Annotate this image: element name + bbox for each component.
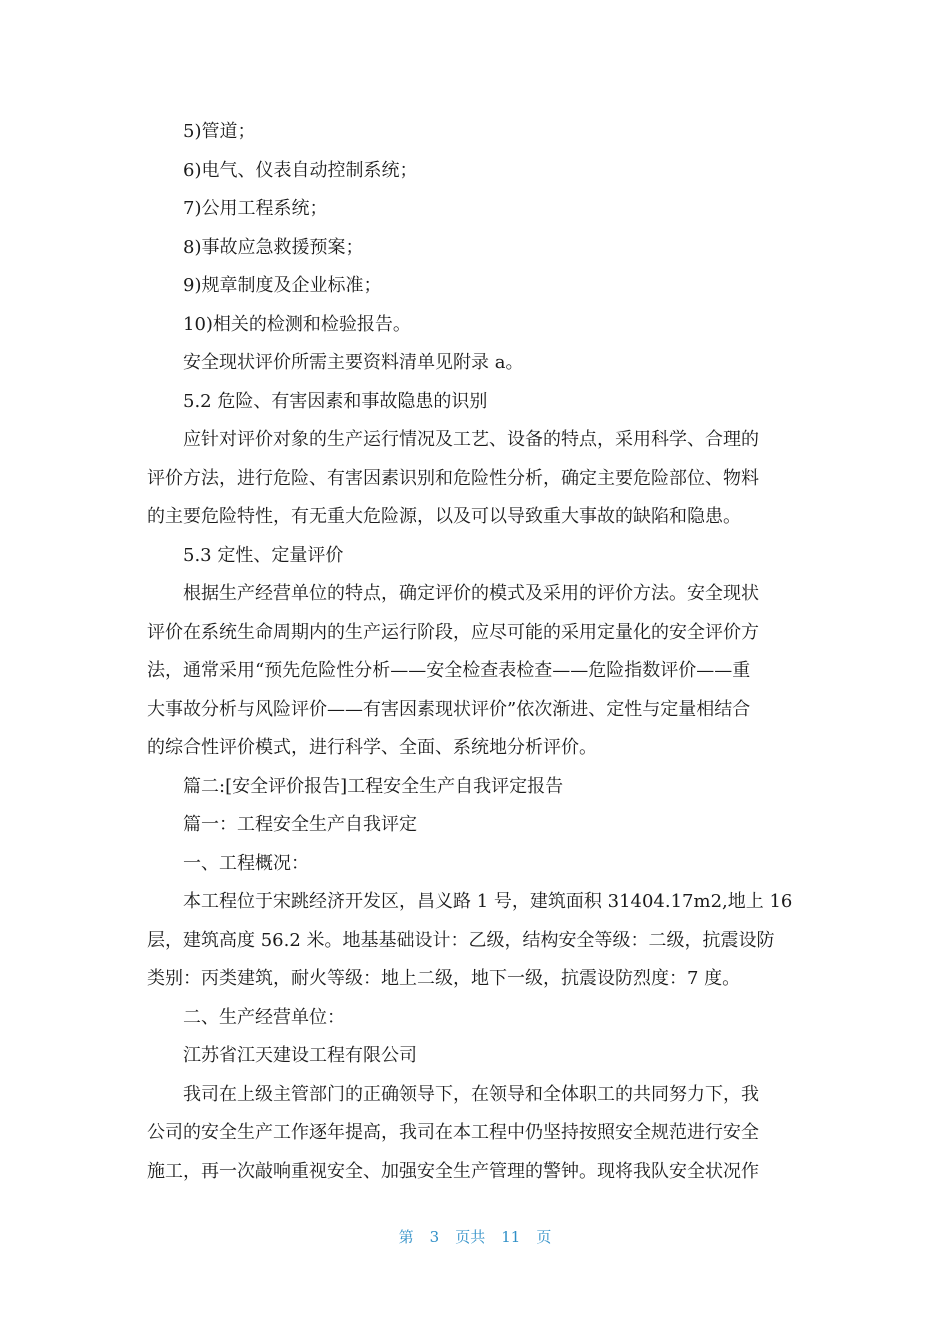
body-line: 应针对评价对象的生产运行情况及工艺、设备的特点，采用科学、合理的 — [183, 429, 759, 450]
section-heading: 二、生产经营单位： — [183, 1006, 345, 1028]
footer-page-suffix: 页 — [536, 1228, 552, 1246]
body-line: 评价方法，进行危险、有害因素识别和危险性分析，确定主要危险部位、物料 — [147, 467, 759, 489]
section-heading: 篇二:[安全评价报告]工程安全生产自我评定报告 — [183, 775, 564, 797]
body-line: 公司的安全生产工作逐年提高，我司在本工程中仍坚持按照安全规范进行安全 — [147, 1122, 759, 1143]
body-line: 7)公用工程系统； — [183, 198, 328, 219]
body-line: 我司在上级主管部门的正确领导下，在领导和全体职工的共同努力下，我 — [183, 1083, 759, 1105]
body-line: 施工，再一次敲响重视安全、加强安全生产管理的警钟。现将我队安全状况作 — [147, 1160, 759, 1182]
section-heading: 5.3 定性、定量评价 — [183, 544, 344, 566]
body-line: 6)电气、仪表自动控制系统； — [183, 159, 418, 181]
footer-total-pages: 11 — [501, 1228, 521, 1246]
footer-page-of-label: 页共 — [455, 1228, 486, 1246]
body-line: 5)管道； — [183, 121, 256, 142]
body-line: 本工程位于宋跳经济开发区，昌义路 1 号，建筑面积 31404.17m2,地上 16 — [183, 891, 793, 912]
body-line: 9)规章制度及企业标准； — [183, 275, 382, 296]
body-line: 8)事故应急救援预案； — [183, 236, 364, 258]
body-line: 的主要危险特性，有无重大危险源，以及可以导致重大事故的缺陷和隐患。 — [147, 506, 741, 527]
body-line: 江苏省江天建设工程有限公司 — [183, 1045, 417, 1066]
body-line: 层，建筑高度 56.2 米。地基基础设计：乙级，结构安全等级：二级，抗震设防 — [147, 929, 775, 951]
footer-page-label: 第 — [398, 1228, 414, 1246]
body-line: 10)相关的检测和检验报告。 — [183, 313, 411, 335]
body-line: 评价在系统生命周期内的生产运行阶段，应尽可能的采用定量化的安全评价方 — [147, 621, 759, 643]
body-line: 类别：丙类建筑，耐火等级：地上二级，地下一级，抗震设防烈度：7 度。 — [147, 968, 741, 989]
body-line: 的综合性评价模式，进行科学、全面、系统地分析评价。 — [147, 737, 597, 758]
page-footer — [0, 1226, 950, 1247]
footer-current-page: 3 — [429, 1228, 440, 1246]
section-heading: 篇一：工程安全生产自我评定 — [183, 814, 417, 835]
body-line: 安全现状评价所需主要资料清单见附录 a。 — [183, 352, 524, 373]
body-line: 法，通常采用“预先危险性分析——安全检查表检查——危险指数评价——重 — [147, 660, 751, 681]
body-line: 根据生产经营单位的特点，确定评价的模式及采用的评价方法。安全现状 — [183, 583, 759, 604]
section-heading: 5.2 危险、有害因素和事故隐患的识别 — [183, 390, 488, 412]
document-body — [147, 113, 807, 1191]
body-line: 大事故分析与风险评价——有害因素现状评价”依次渐进、定性与定量相结合 — [147, 698, 751, 720]
section-heading: 一、工程概况： — [183, 852, 309, 874]
